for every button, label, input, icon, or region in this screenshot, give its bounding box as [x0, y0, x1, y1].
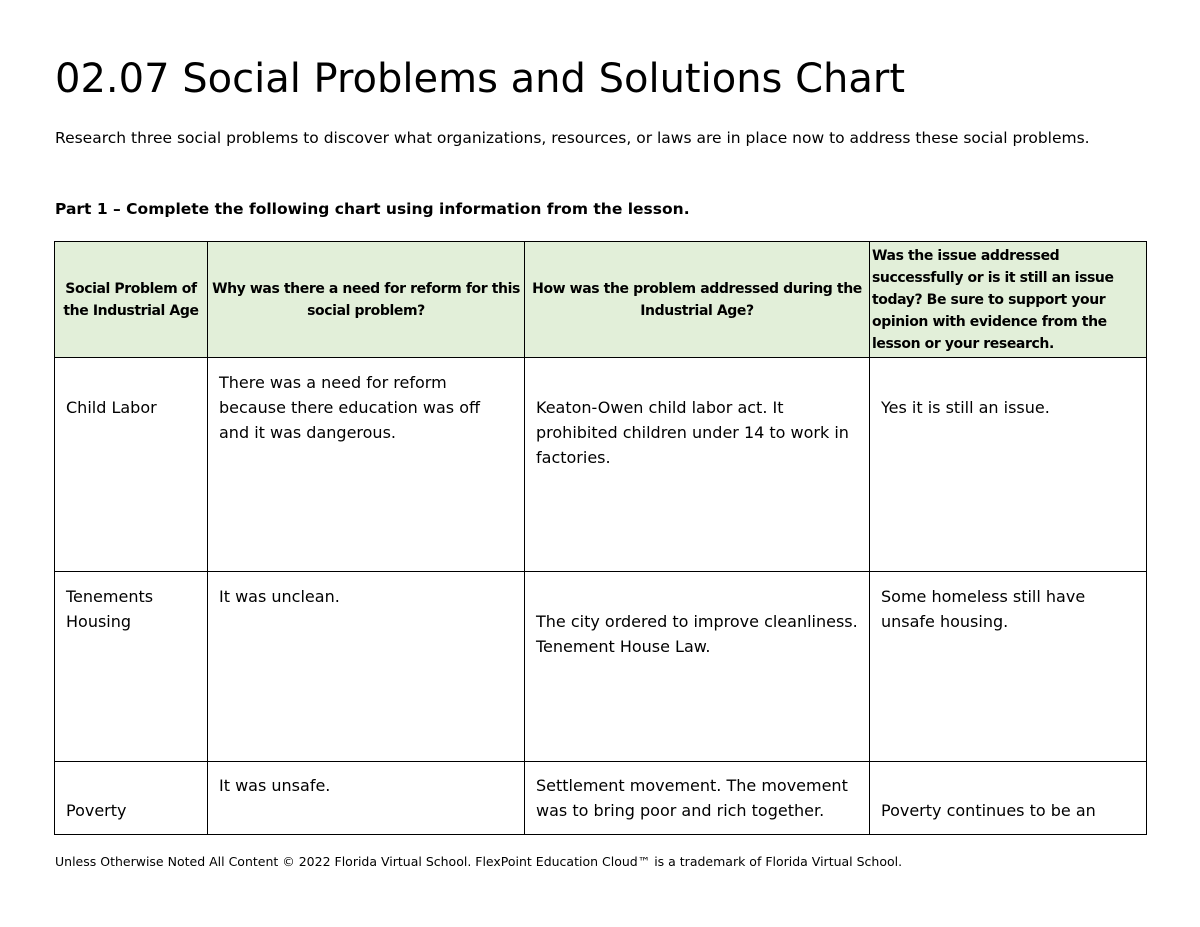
- intro-text: Research three social problems to discover what organizations, resources, or laws are in place now to address these social problems.: [55, 129, 1090, 147]
- cell-reason-text: There was a need for reform because there education was off and it was dangerous.: [219, 373, 481, 442]
- header-how-addressed: How was the problem addressed during the Industrial Age?: [525, 242, 870, 358]
- table-row: [55, 358, 1147, 572]
- cell-reason-text: It was unsafe.: [219, 776, 331, 795]
- cell-addressed: [525, 572, 870, 762]
- header-addressed-successfully: Was the issue addressed successfully or is it still an issue today? Be sure to support your opinion with evidence from the lesson or your research.: [870, 242, 1147, 358]
- social-problems-chart: [54, 241, 1147, 835]
- cell-status: [870, 572, 1147, 762]
- copyright-footer: Unless Otherwise Noted All Content © 2022 Florida Virtual School. FlexPoint Education Cloud™ is a trademark of Florida Virtual School.: [55, 854, 903, 869]
- cell-reason: [208, 762, 525, 835]
- cell-status: [870, 358, 1147, 572]
- cell-status-text: Poverty continues to be an: [881, 801, 1096, 820]
- cell-problem: [55, 572, 208, 762]
- header-social-problem: Social Problem of the Industrial Age: [55, 242, 208, 358]
- cell-reason: [208, 358, 525, 572]
- cell-problem-text: Tenements Housing: [66, 587, 154, 631]
- cell-addressed: [525, 358, 870, 572]
- cell-status-text: Yes it is still an issue.: [881, 398, 1050, 417]
- cell-reason-text: It was unclean.: [219, 587, 340, 606]
- page-title: 02.07 Social Problems and Solutions Chart: [55, 56, 906, 102]
- cell-problem: [55, 358, 208, 572]
- header-need-for-reform: Why was there a need for reform for this social problem?: [208, 242, 525, 358]
- cell-status-text: Some homeless still have unsafe housing.: [881, 587, 1086, 631]
- table-row: [55, 762, 1147, 835]
- part-heading: Part 1 – Complete the following chart using information from the lesson.: [55, 200, 690, 218]
- cell-addressed-text: The city ordered to improve cleanliness. Tenement House Law.: [536, 612, 858, 656]
- cell-problem: [55, 762, 208, 835]
- cell-problem-text: Poverty: [66, 801, 127, 820]
- cell-problem-text: Child Labor: [66, 398, 157, 417]
- table-row: [55, 572, 1147, 762]
- cell-addressed-text: Settlement movement. The movement was to bring poor and rich together.: [536, 776, 848, 820]
- cell-addressed-text: Keaton-Owen child labor act. It prohibited children under 14 to work in factories.: [536, 398, 849, 467]
- table-header-row: [55, 242, 1147, 358]
- cell-addressed: [525, 762, 870, 835]
- cell-status: [870, 762, 1147, 835]
- cell-reason: [208, 572, 525, 762]
